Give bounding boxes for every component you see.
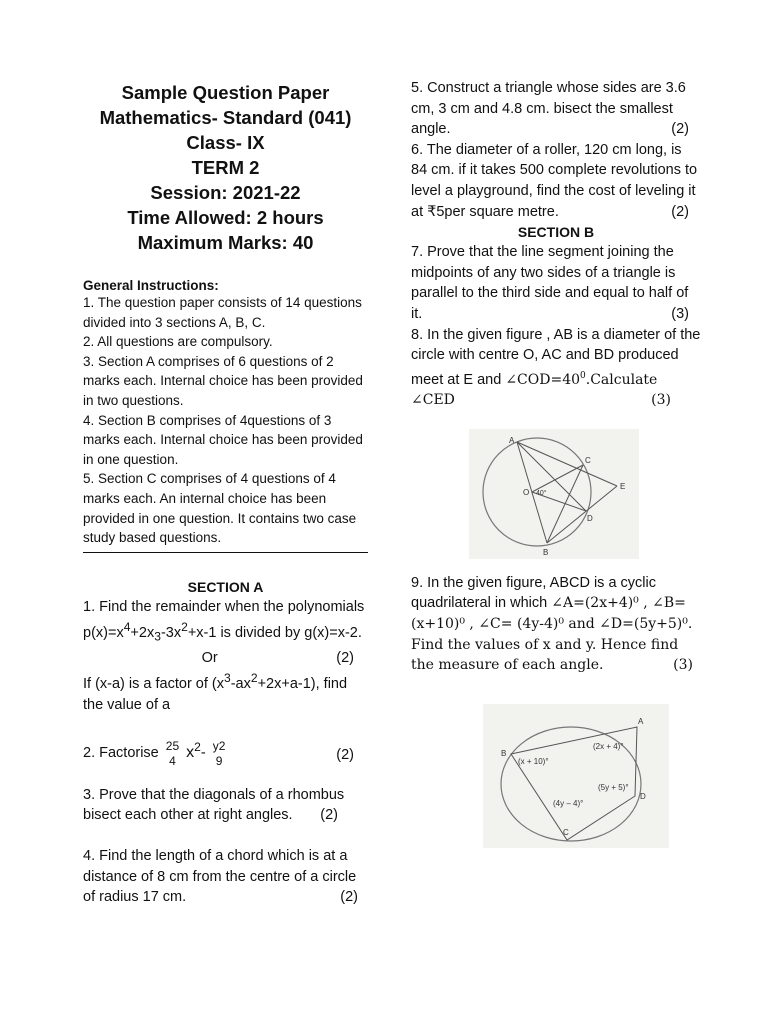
question-6: 6. The diameter of a roller, 120 cm long, is 84 cm. if it takes 500 complete revolutions to level a playground, find the cost of leveling it at ₹5per square metre. (2) [411, 140, 701, 222]
instruction-item: 4. Section B comprises of 4questions of 3 marks each. Internal choice has been provided in one question. [83, 412, 363, 467]
fraction: 25 4 [165, 738, 180, 768]
marks-label: (3) [651, 392, 671, 409]
paper-subject: Mathematics- Standard (041) [99, 107, 352, 128]
label-e: E [620, 481, 626, 491]
fraction: y2 9 [212, 738, 226, 768]
question-1: 1. Find the remainder when the polynomials $p(x)=x^4+2x_3-3x^2+x-1$ is divided by g(x)=x-2. (2) [83, 597, 368, 648]
label-a: A [509, 435, 515, 445]
paper-term: TERM 2 [191, 157, 260, 178]
question-7: 7. Prove that the line segment joining the midpoints of any two sides of a triangle is parallel to the third side and equal to half of it. (3) [411, 242, 701, 324]
question-9-figure [483, 704, 669, 848]
marks-label: (2) [320, 807, 338, 824]
label-b: B [543, 547, 549, 557]
question-3: 3. Prove that the diagonals of a rhombus bisect each other at right angles. (2) [83, 785, 368, 826]
instruction-item: 5. Section C comprises of 4 questions of 4 marks each. An internal choice has been provided in one question. It contains two case study based questions. [83, 469, 368, 552]
question-2: 2. Factorise 25 4 $x^2-$ y2 9 (2) [83, 738, 354, 768]
marks-label: (2) [340, 889, 358, 906]
section-a-heading: SECTION A [187, 578, 264, 595]
question-9: 9. In the given figure, ABCD is a cyclic quadrilateral in which ∠A=(2x+4)⁰ , ∠B=(x+10)⁰ , ∠C= (4y-4)⁰ and ∠D=(5y+5)⁰. Find the values of x and y. Hence find the measure of each angle. (3) [411, 573, 701, 676]
question-1-alternative: If (x-a) is a factor of $(x^3-ax^2+2x+a-1)$, find the value of a [83, 671, 348, 713]
question-8: 8. In the given figure , AB is a diameter of the circle with centre O, AC and BD produced meet at E and $\angle COD=40^0.Calculate$ ∠CED (3) [411, 325, 701, 411]
paper-session: Session: 2021-22 [150, 182, 301, 203]
question-8-figure [469, 429, 639, 559]
left-column [83, 80, 368, 908]
section-b-heading: SECTION B [517, 224, 595, 241]
label-d: D [587, 513, 593, 523]
paper-time: Time Allowed: 2 hours [127, 207, 324, 228]
instruction-item: 3. Section A comprises of 6 questions of 2 marks each. Internal choice has been provided in two questions. [83, 353, 363, 408]
right-column [411, 78, 701, 848]
marks-label: (3) [671, 305, 689, 322]
instructions-heading: General Instructions: [83, 278, 219, 293]
paper-header [83, 80, 368, 255]
figure-background [469, 429, 639, 559]
angle-d-label: (5y + 5)° [598, 782, 629, 792]
instruction-item: 2. All questions are compulsory. [83, 334, 273, 350]
label-d: D [640, 791, 646, 801]
or-label: Or [201, 649, 218, 666]
marks-label: (2) [671, 203, 689, 220]
marks-label: (2) [671, 121, 689, 138]
label-o: O [523, 487, 530, 497]
paper-title: Sample Question Paper [121, 82, 330, 103]
angle-b-label: (x + 10)° [518, 756, 549, 766]
question-4: 4. Find the length of a chord which is at a distance of 8 cm from the centre of a circle of radius 17 cm. (2) [83, 846, 368, 908]
label-c: C [563, 827, 569, 837]
marks-label: (3) [673, 657, 693, 674]
label-b: B [501, 748, 507, 758]
marks-label: (2) [336, 747, 354, 764]
question-5: 5. Construct a triangle whose sides are 3.6 cm, 3 cm and 4.8 cm. bisect the smallest angle. (2) [411, 78, 701, 140]
label-c: C [585, 455, 591, 465]
label-a: A [638, 716, 644, 726]
marks-label: (2) [336, 649, 354, 666]
angle-label: 40° [536, 489, 547, 497]
instruction-item: 1. The question paper consists of 14 questions divided into 3 sections A, B, C. [83, 295, 362, 330]
paper-marks: Maximum Marks: 40 [137, 232, 314, 253]
angle-c-label: (4y – 4)° [553, 798, 584, 808]
angle-a-label: (2x + 4)° [593, 741, 624, 751]
paper-class: Class- IX [186, 132, 265, 153]
